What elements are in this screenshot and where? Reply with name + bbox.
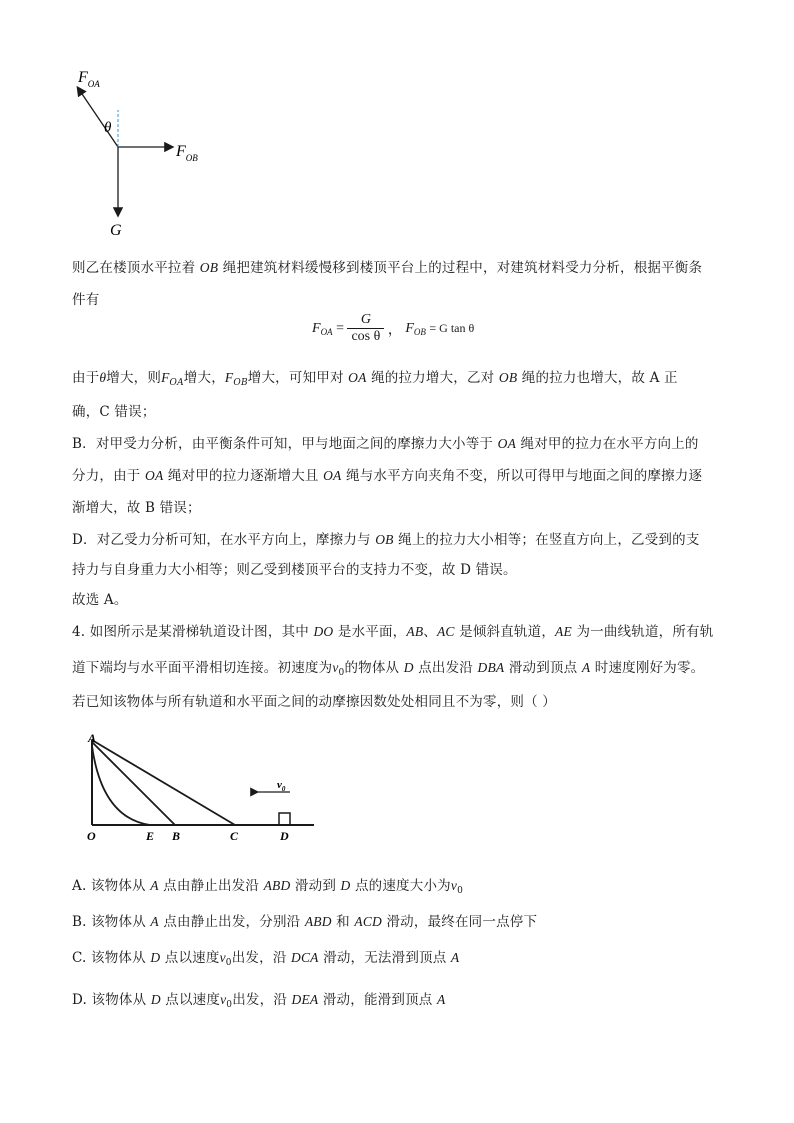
paraB-line3: 渐增大，故 B 错误；: [72, 500, 201, 516]
para2-line2: 确，C 错误；: [72, 404, 156, 420]
label-a: A: [88, 731, 97, 745]
option-b: B. 该物体从 A 点由静止出发，分别沿 ABD 和 ACD 滑动，最终在同一点停下: [72, 914, 538, 930]
arrow-foa: [78, 88, 118, 147]
label-b: B: [172, 829, 181, 843]
paraD-line2: 持力与自身重力大小相等；则乙受到楼顶平台的支持力不变，故 D 错误。: [72, 562, 517, 578]
label-o: O: [87, 829, 96, 843]
option-c: C. 该物体从 D 点以速度$v_0$出发，沿 DCA 滑动，无法滑到顶点 A: [72, 950, 460, 968]
label-c: C: [230, 829, 239, 843]
label-e: E: [146, 829, 155, 843]
option-d: D. 该物体从 D 点以速度$v_0$出发，沿 DEA 滑动，能滑到顶点 A: [72, 992, 446, 1010]
option-a: A. 该物体从 A 点由静止出发沿 ABD 滑动到 D 点的速度大小为$v_0$: [72, 878, 464, 896]
track-ab: [92, 742, 175, 825]
paraD-line1: D．对乙受力分析可知，在水平方向上，摩擦力与 OB 绳上的拉力大小相等；在竖直方向上，乙受到的支: [72, 532, 700, 548]
paraB-line2: 分力，由于 OA 绳对甲的拉力逐渐增大且 OA 绳与水平方向夹角不变，所以可得甲与地面之间的摩擦力逐: [72, 468, 703, 484]
q4-line3: 若已知该物体与所有轨道和水平面之间的动摩擦因数处处相同且不为零，则（ ）: [72, 694, 556, 710]
force-diagram: [60, 60, 220, 240]
para2-line1: 由于θ增大，则$F_{OA}$增大，$F_{OB}$增大，可知甲对 OA 绳的拉力增大，乙对 OB 绳的拉力也增大，故 A 正: [72, 370, 678, 388]
label-theta: θ: [104, 120, 112, 136]
q4-line1: 4. 如图所示是某滑梯轨道设计图，其中 DO 是水平面，AB、AC 是倾斜直轨道，AE 为一曲线轨道，所有轨: [72, 624, 714, 640]
label-g: G: [110, 222, 122, 239]
formula: $F_{OA}$ = $\frac{G}{\text{cos θ}}$ ， $F_{OB} = G$ tan θ: [312, 312, 475, 344]
para1-line2: 件有: [72, 292, 100, 308]
slide-diagram: [80, 728, 330, 848]
block-d: [279, 813, 290, 825]
para1-line1: 则乙在楼顶水平拉着 OB 绳把建筑材料缓慢移到楼顶平台上的过程中，对建筑材料受力分析，根据平衡条: [72, 260, 703, 276]
label-foa: $F_{OA}$: [78, 69, 100, 89]
label-d: D: [280, 829, 289, 843]
q4-line2: 道下端均与水平面平滑相切连接。初速度为$v_0$的物体从 D 点出发沿 DBA 滑动到顶点 A 时速度刚好为零。: [72, 660, 705, 678]
answer-line: 故选 A。: [72, 592, 128, 608]
paraB-line1: B．对甲受力分析，由平衡条件可知，甲与地面之间的摩擦力大小等于 OA 绳对甲的拉力在水平方向上的: [72, 436, 699, 452]
label-fob: $F_{OB}$: [176, 143, 198, 163]
label-v0: $v_0$: [277, 779, 286, 793]
